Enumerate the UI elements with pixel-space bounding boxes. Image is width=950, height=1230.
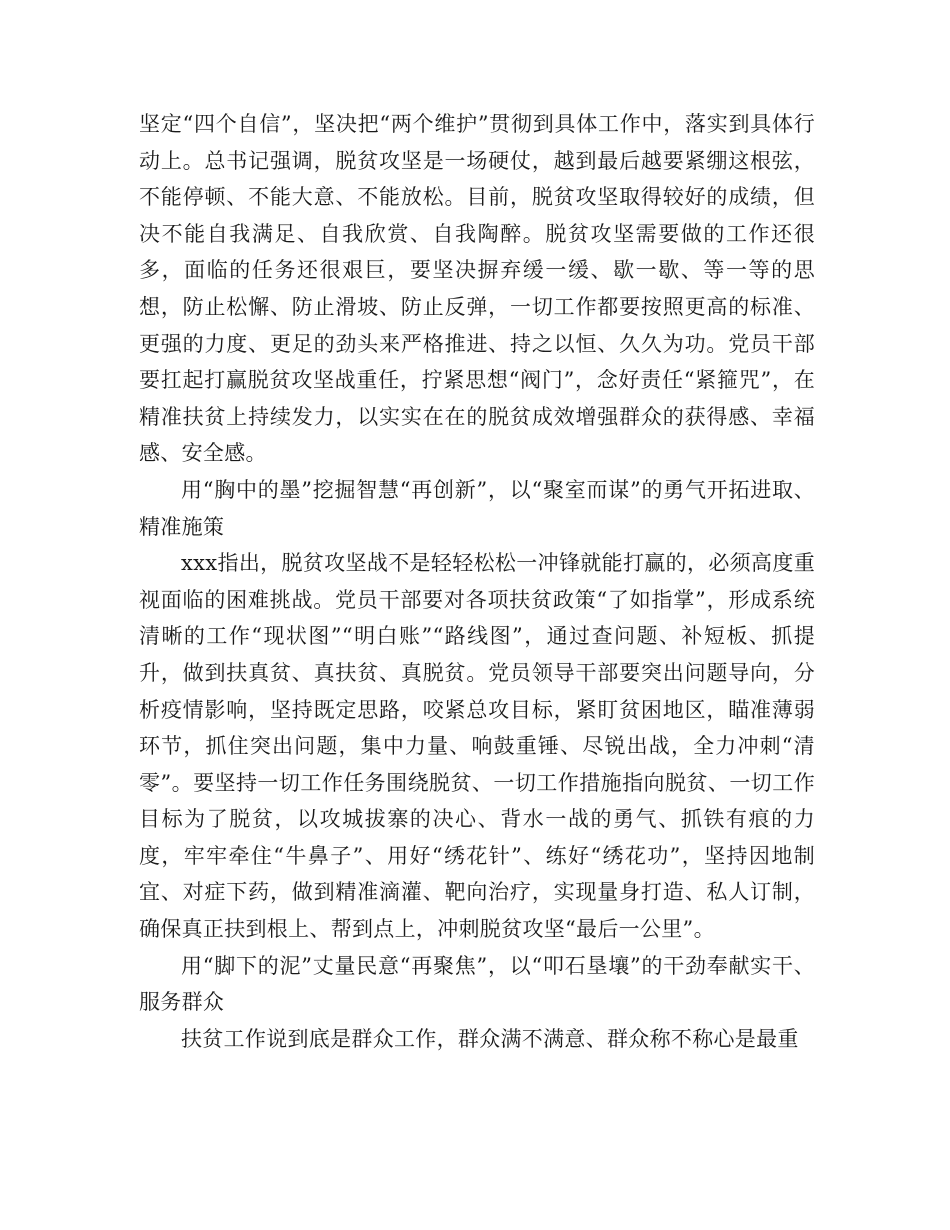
paragraph-1: 坚定“四个自信”，坚决把“两个维护”贯彻到具体工作中，落实到具体行动上。总书记强调，脱贫攻坚是一场硬仗，越到最后越要紧绷这根弦，不能停顿、不能大意、不能放松。目前，脱贫攻坚取得较好的成绩，但决不能自我满足、自我欣赏、自我陶醉。脱贫攻坚需要做的工作还很多，面临的任务还很艰巨，要坚决摒弃缓一缓、歇一歇、等一等的思想，防止松懈、防止滑坡、防止反弹，一切工作都要按照更高的标准、更强的力度、更足的劲头来严格推进、持之以恒、久久为功。党员干部要扛起打赢脱贫攻坚战重任，拧紧思想“阀门”，念好责任“紧箍咒”，在精准扶贫上持续发力，以实实在在的脱贫成效增强群众的获得感、幸福感、安全感。	[139, 112, 815, 466]
paragraph-2-heading: 用“胸中的墨”挖掘智慧“再创新”，以“聚室而谋”的勇气开拓进取、精准施策	[139, 477, 815, 539]
document-body	[139, 106, 815, 1057]
paragraph-5: 扶贫工作说到底是群众工作，群众满不满意、群众称不称心是最重	[181, 1026, 799, 1051]
paragraph-4-heading: 用“脚下的泥”丈量民意“再聚焦”，以“叩石垦壤”的干劲奉献实干、服务群众	[139, 953, 815, 1015]
paragraph-3: xxx指出，脱贫攻坚战不是轻轻松松一冲锋就能打赢的，必须高度重视面临的困难挑战。党员干部要对各项扶贫政策“了如指掌”，形成系统清晰的工作“现状图”“明白账”“路线图”，通过查问题、补短板、抓提升，做到扶真贫、真扶贫、真脱贫。党员领导干部要突出问题导向，分析疫情影响，坚持既定思路，咬紧总攻目标，紧盯贫困地区，瞄准薄弱环节，抓住突出问题，集中力量、响鼓重锤、尽锐出战，全力冲刺“清零”。要坚持一切工作任务围绕脱贫、一切工作措施指向脱贫、一切工作目标为了脱贫，以攻城拔寨的决心、背水一战的勇气、抓铁有痕的力度，牢牢牵住“牛鼻子”、用好“绣花针”、练好“绣花功”，坚持因地制宜、对症下药，做到精准滴灌、靶向治疗，实现量身打造、私人订制，确保真正扶到根上、帮到点上，冲刺脱贫攻坚“最后一公里”。	[139, 551, 815, 942]
